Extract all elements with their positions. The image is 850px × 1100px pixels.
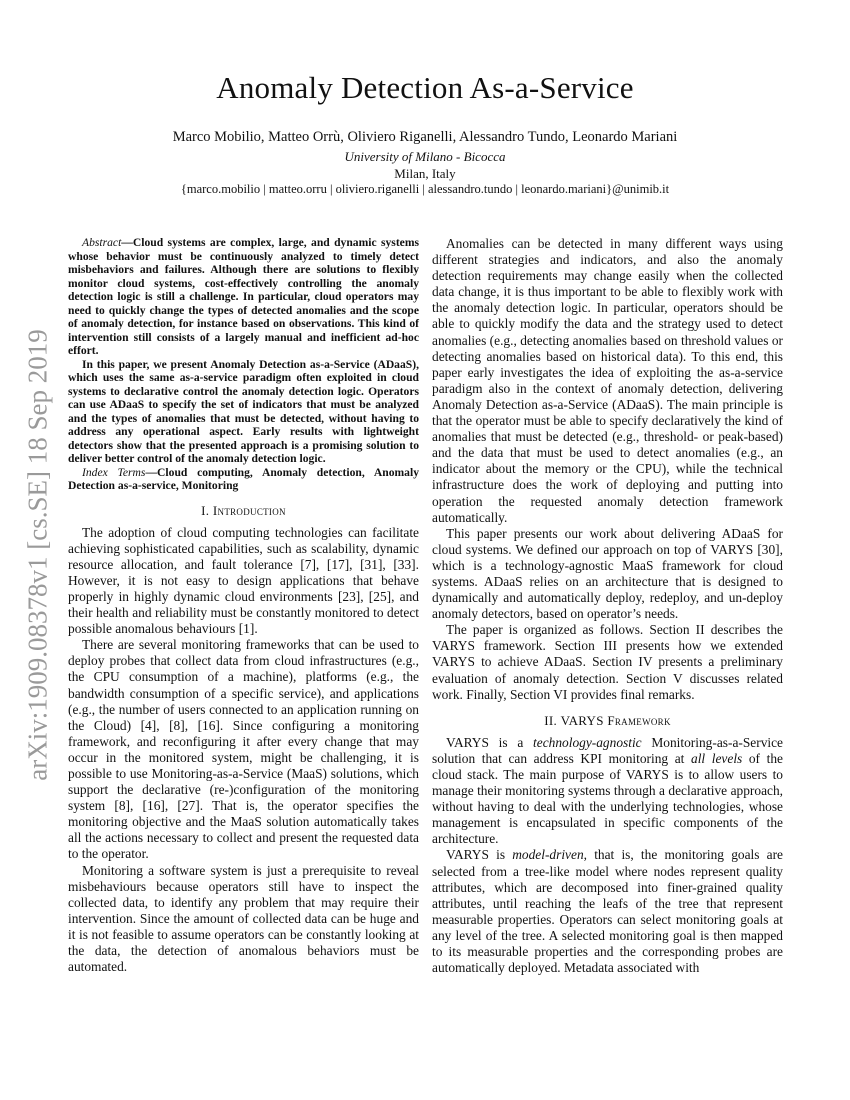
index-terms-label: Index Terms [82,465,146,479]
abstract-label: Abstract [82,236,122,249]
arxiv-identifier: arXiv:1909.08378v1 [cs.SE] 18 Sep 2019 [22,329,53,781]
city: Milan, Italy [394,166,456,181]
abstract-paragraph: In this paper, we present Anomaly Detection as-a-Service (ADaaS), which uses the same as-a-service paradigm often exploited in cloud systems to declarative control the anomaly detection logic. Operators can use ADaaS to specify the set of indicators that must be analyzed and the types of anomalies that must be detected, without having to address any operational aspect. Early results with lightweight detectors show that the presented approach is a promising solution to deliver better control of the anomaly detection logic. [68,357,419,465]
body-paragraph: Monitoring a software system is just a prerequisite to reveal misbehaviours because operators still have to inspect the collected data, to identify any problem that may require their intervention. Since the amount of collected data can be huge and it is not feasible to assume operators can be constantly looking at the data, the detection of anomalous behaviors must be automated. [68,862,419,975]
section-heading-introduction: I. Introduction [201,502,286,518]
abstract-paragraph: Abstract—Cloud systems are complex, large, and dynamic systems whose behavior must be continuously analyzed to timely detect misbehaviors and failures. Although there are solutions to flexibly monitor cloud systems, cost-effectively controlling the anomaly detection logic is still a challenge. In particular, cloud operators may need to quickly change the types of detected anomalies and the scope of anomaly detection, for instance based on observations. This kind of intervention still consists of a largely manual and inefficient ad-hoc effort. [68,236,419,357]
affiliation: University of Milano - Bicocca [344,149,506,164]
paper-title: Anomaly Detection As-a-Service [216,70,634,105]
abstract [68,236,419,493]
author-emails: {marco.mobilio | matteo.orru | oliviero.riganelli | alessandro.tundo | leonardo.mariani}@unimib.it [180,182,670,196]
author-list: Marco Mobilio, Matteo Orrù, Oliviero Riganelli, Alessandro Tundo, Leonardo Mariani [172,129,678,145]
body-paragraph: The adoption of cloud computing technologies can facilitate achieving sophisticated capabilities, such as scalability, dynamic resource allocation, and fault tolerance [7], [17], [31], [33]. However, it is not easy to design applications that behave properly in highly dynamic cloud environments [23], [25], and their health and reliability must be constantly monitored to detect possible anomalous behaviours [1]. [68,524,419,637]
right-column [432,236,783,976]
section-heading-varys-framework: II. VARYS Framework [544,712,671,728]
body-paragraph: The paper is organized as follows. Section II describes the VARYS framework. Section III presents how we extended VARYS to achieve ADaaS. Section IV presents a preliminary evaluation of anomaly detection. Section V discusses related work. Finally, Section VI provides final remarks. [432,622,783,702]
left-column [68,236,419,975]
body-paragraph: Anomalies can be detected in many different ways using different strategies and indicators, and also the anomaly detection requirements may change easily when the collected data change, it is thus important to be able to flexibly work with the anomaly detection logic. In particular, operators should be able to quickly modify the data and the strategy used to detect anomalies (e.g., detecting anomalies based on threshold values or detecting anomalies based on historical data). To this end, this paper early investigates the idea of exploiting the as-a-service paradigm also in the context of anomaly detection, delivering Anomaly Detection as-a-Service (ADaaS). The main principle is that the operator must be able to specify declaratively the kind of anomalies that must be detected (e.g., threshold- or peak-based) and the data that must be used to detect anomalies (e.g., an indicator about the memory or the CPU), while the technical infrastructure does the work of deploying and putting into operation the requested anomaly detection framework automatically. [432,236,783,525]
body-paragraph: This paper presents our work about delivering ADaaS for cloud systems. We defined our approach on top of VARYS [30], which is a technology-agnostic MaaS framework for cloud systems. ADaaS relies on an architecture that is designed to dynamically and automatically deploy, redeploy, and un-deploy anomaly detectors, based on operator’s needs. [432,525,783,622]
body-paragraph: There are several monitoring frameworks that can be used to deploy probes that collect data from cloud infrastructures (e.g., the CPU consumption of a machine), platforms (e.g., the bandwidth consumption of a specific service), and applications (e.g., the number of users connected to an application running on the Cloud) [4], [8], [16]. Since configuring a monitoring framework, and reconfiguring it after every change that may occur in the monitored system, might be challenging, it is possible to use Monitoring-as-a-Service (MaaS) solutions, which support the declarative (re-)configuration of the monitoring system [8], [16], [27]. That is, the operator specifies the monitoring objective and the MaaS solution automatically takes all the actions necessary to collect and present the requested data to the operator. [68,637,419,862]
index-terms: Index Terms—Cloud computing, Anomaly detection, Anomaly Detection as-a-service, Monitoring [68,465,419,492]
body-paragraph: VARYS is model-driven, that is, the monitoring goals are selected from a tree-like model where nodes represent quality attributes, which are decomposed into finer-grained quality attributes, until reaching the leafs of the tree that represent measurable properties. Operators can select monitoring goals at any level of the tree. A selected monitoring goal is then mapped to its measurable properties and the corresponding probes are automatically deployed. Metadata associated with [432,847,783,976]
body-paragraph: VARYS is a technology-agnostic Monitoring-as-a-Service solution that can address KPI monitoring at all levels of the cloud stack. The main purpose of VARYS is to allow users to manage their monitoring systems through a declarative approach, without having to deal with the underlying technologies, whose management is encapsulated in specific components of the architecture. [432,734,783,847]
